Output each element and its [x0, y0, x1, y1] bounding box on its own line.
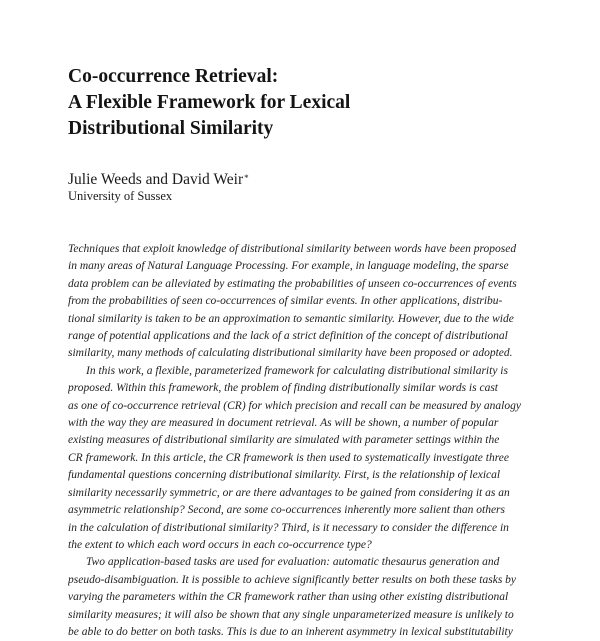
abstract-line: Two application-based tasks are used for evaluation: automatic thesaurus generation and [86, 556, 500, 569]
abstract-line: as one of co-occurrence retrieval (CR) for which precision and recall can be measured by analogy [68, 399, 521, 412]
abstract-line: with the way they are measured in document retrieval. As will be shown, a number of popular [68, 417, 499, 430]
abstract-line: Techniques that exploit knowledge of distributional similarity between words have been proposed [68, 243, 517, 255]
abstract-line: from the probabilities of seen co-occurrences of similar events. In other applications, distribu- [68, 295, 503, 308]
abstract-line: in many areas of Natural Language Processing. For example, in language modeling, the sparse [68, 260, 509, 273]
author-names [68, 170, 249, 190]
abstract-line: similarity necessarily symmetric, or are there advantages to be gained from considering it as an [68, 486, 510, 499]
author-footnote-marker: * [244, 173, 249, 183]
title-line: Co-occurrence Retrieval: [68, 66, 279, 87]
abstract-line: pseudo-disambiguation. It is possible to achieve significantly better results on both these tasks by [68, 573, 517, 586]
abstract [68, 241, 538, 641]
abstract-line: data problem can be alleviated by estimating the probabilities of unseen co-occurrences of events [68, 277, 517, 290]
abstract-line: similarity measures; it will also be shown that any single unparameterized measure is unlikely to [68, 608, 514, 621]
abstract-line: range of potential applications and the lack of a strict definition of the concept of distributional [68, 330, 508, 343]
author-affiliation: University of Sussex [68, 189, 173, 203]
abstract-line: in the calculation of distributional similarity? Third, is it necessary to consider the difference in [68, 521, 509, 534]
abstract-line: fundamental questions concerning distributional similarity. First, is the relationship of lexical [68, 469, 501, 482]
abstract-line: CR framework. In this article, the CR framework is then used to systematically investigate three [68, 451, 509, 464]
title-line: A Flexible Framework for Lexical [68, 92, 351, 113]
abstract-line: tional similarity is taken to be an approximation to semantic similarity. However, due to the wide [68, 312, 514, 325]
authors-text: Julie Weeds and David Weir [68, 171, 244, 188]
abstract-line: be able to do better on both tasks. This is due to an inherent asymmetry in lexical substitutability [68, 625, 513, 638]
abstract-line: varying the parameters within the CR framework rather than using other existing distributional [68, 591, 509, 604]
title-line: Distributional Similarity [68, 118, 274, 139]
abstract-line: In this work, a flexible, parameterized framework for calculating distributional similarity is [86, 364, 508, 377]
paper-title [68, 64, 528, 142]
abstract-line: asymmetric relationship? Second, are some co-occurrences inherently more salient than others [68, 504, 506, 517]
abstract-line: proposed. Within this framework, the problem of finding distributionally similar words is cast [68, 382, 498, 395]
abstract-line: similarity, many methods of calculating distributional similarity have been proposed or adopted. [68, 347, 513, 360]
abstract-line: the extent to which each word occurs in each co-occurrence type? [68, 538, 372, 551]
abstract-line: existing measures of distributional similarity are simulated with parameter settings within the [68, 434, 500, 447]
